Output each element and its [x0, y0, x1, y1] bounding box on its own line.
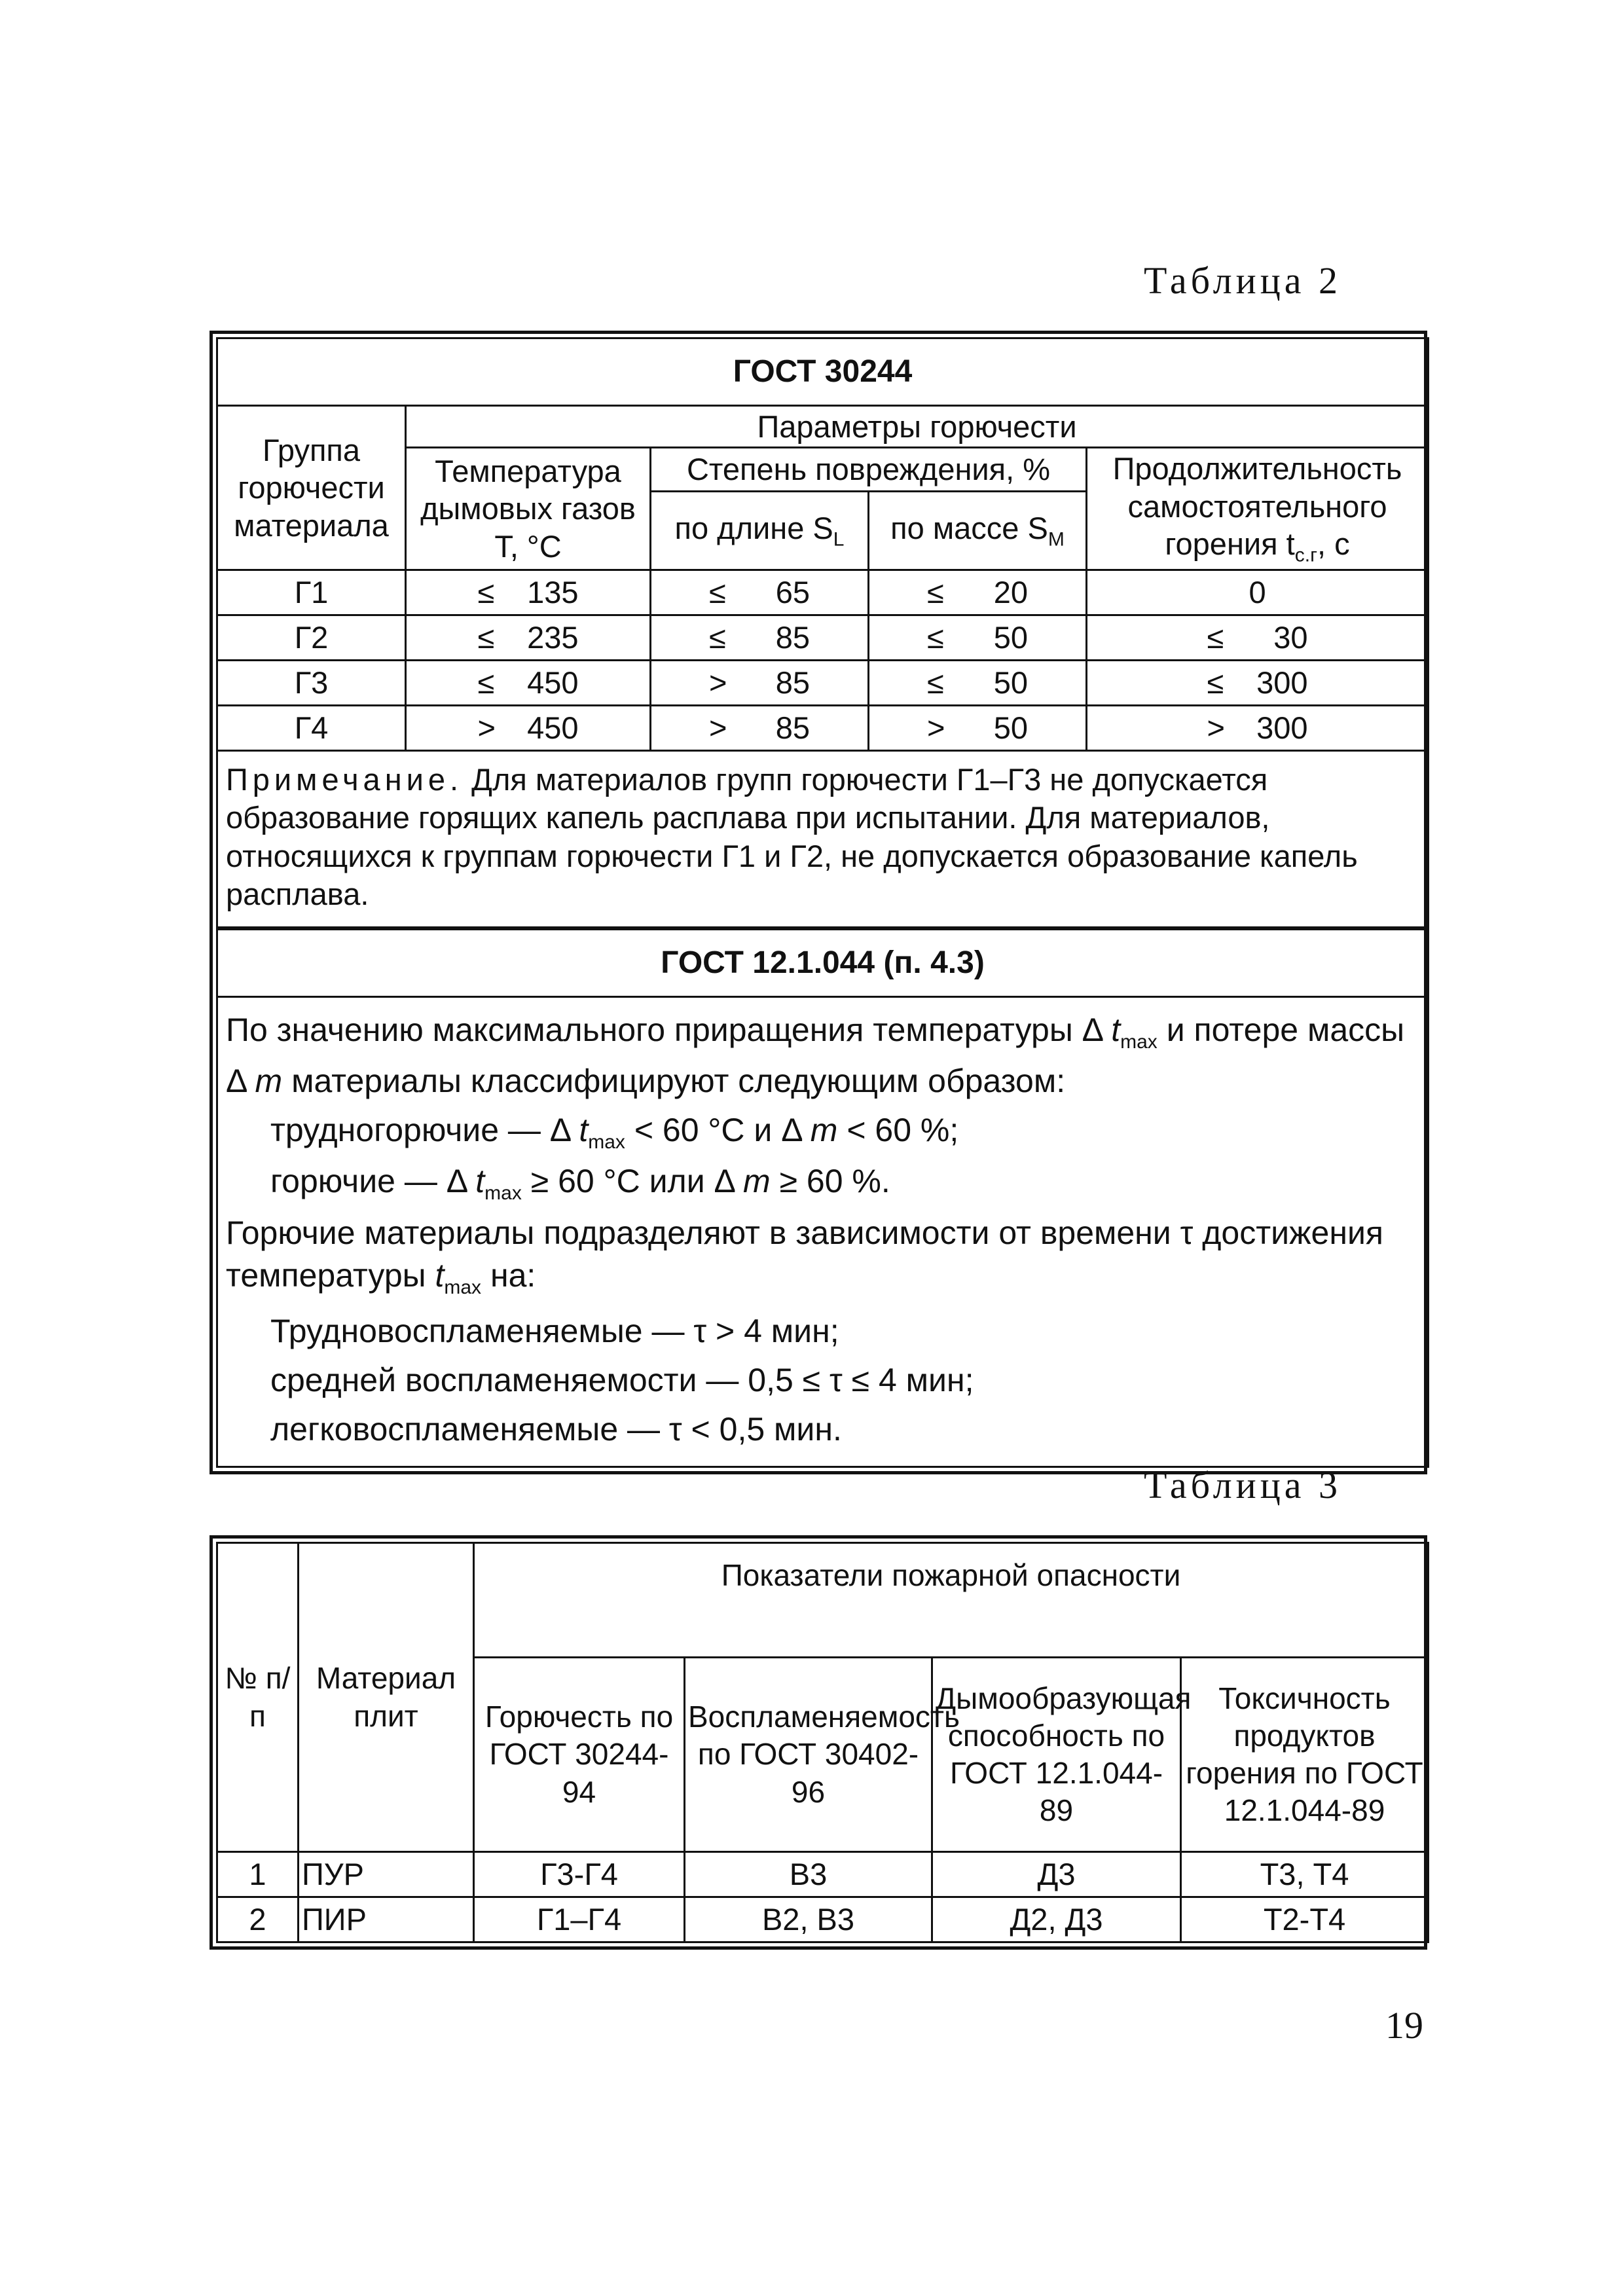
col-group-header: Группа горючести материала [217, 406, 406, 570]
table-row [217, 1897, 1429, 1942]
gost-item-hard-ignitable: Трудновоспламеняемые — τ > 4 мин; [270, 1313, 839, 1350]
smoke-cell: Д3 [932, 1852, 1181, 1897]
material-cell: ПИР [299, 1897, 474, 1942]
duration-cell: > 300 [1087, 705, 1429, 750]
gost-item-hard-combustible: трудногорючие — Δ $t_{max} < 60$ °C и Δ m < 60 %; [270, 1112, 959, 1154]
gost-item-moderate-ignitable: средней воспламеняемости — 0,5 ≤ τ ≤ 4 мин; [270, 1362, 974, 1399]
mass-cell: ≤ 20 [869, 570, 1087, 615]
duration-cell: ≤ 300 [1087, 660, 1429, 705]
group-cell: Г4 [217, 705, 406, 750]
col-tox-header: Токсичность продуктов горения по ГОСТ 12.1.044-89 [1181, 1658, 1429, 1852]
num-cell: 1 [217, 1852, 299, 1897]
ignit-cell: В2, В3 [685, 1897, 932, 1942]
combust-cell: Г1–Г4 [474, 1897, 685, 1942]
col-num-header: № п/п [217, 1543, 299, 1852]
duration-cell: ≤ 30 [1087, 615, 1429, 660]
table2-note: Примечание. Для материалов групп горючести Г1–Г3 не допускается образование горящих капель расплава при испытании. Для материалов, относящихся к группам горючести Г1 и Г2, не допускается образование капель расплава. [217, 750, 1429, 928]
gost-paragraph-1: По значению максимального приращения температуры Δ $t_{max}$ и потере массы Δ m материалы классифицируют следующим образом: [226, 1011, 1405, 1100]
gost-paragraph-2: Горючие материалы подразделяют в зависимости от времени τ достижения температуры $t_{max}$ на: [226, 1214, 1383, 1299]
table3 [210, 1535, 1427, 1950]
col-ignit-header: Воспламеняемость по ГОСТ 30402-96 [685, 1658, 932, 1852]
smoke-cell: Д2, Д3 [932, 1897, 1181, 1942]
gost-30244-header: ГОСТ 30244 [217, 338, 1429, 406]
combust-cell: Г3-Г4 [474, 1852, 685, 1897]
table-row [217, 615, 1429, 660]
temp-cell: > 450 [406, 705, 651, 750]
table-row [217, 570, 1429, 615]
length-cell: > 85 [651, 660, 869, 705]
table-row [217, 705, 1429, 750]
mass-cell: ≤ 50 [869, 660, 1087, 705]
temp-cell: ≤ 450 [406, 660, 651, 705]
temp-cell: ≤ 135 [406, 570, 651, 615]
col-length-header: по длине $S_L$ [651, 491, 869, 570]
indicators-header: Показатели пожарной опасности [474, 1543, 1429, 1658]
duration-cell: 0 [1087, 570, 1429, 615]
table2 [210, 331, 1427, 1474]
page-number: 19 [1385, 2004, 1423, 2047]
group-cell: Г1 [217, 570, 406, 615]
table-row [217, 1852, 1429, 1897]
gost-item-easy-ignitable: легковоспламеняемые — τ < 0,5 мин. [270, 1411, 842, 1448]
params-header: Параметры горючести [406, 406, 1429, 448]
num-cell: 2 [217, 1897, 299, 1942]
col-mass-header: по массе $S_M$ [869, 491, 1087, 570]
col-combust-header: Горючесть по ГОСТ 30244-94 [474, 1658, 685, 1852]
gost-12-1-044-header: ГОСТ 12.1.044 (п. 4.3) [217, 928, 1429, 997]
length-cell: > 85 [651, 705, 869, 750]
ignit-cell: В3 [685, 1852, 932, 1897]
table-row [217, 660, 1429, 705]
length-cell: ≤ 85 [651, 615, 869, 660]
group-cell: Г2 [217, 615, 406, 660]
col-duration-header: Продолжительность самостоятельного горения $t_{с.г}$, с [1087, 448, 1429, 570]
col-material-header: Материал плит [299, 1543, 474, 1852]
table3-caption: Таблица 3 [1143, 1464, 1341, 1506]
gost-12-1-044-text [217, 997, 1429, 1467]
mass-cell: > 50 [869, 705, 1087, 750]
group-cell: Г3 [217, 660, 406, 705]
table2-caption: Таблица 2 [1143, 259, 1341, 302]
tox-cell: Т2-Т4 [1181, 1897, 1429, 1942]
temp-cell: ≤ 235 [406, 615, 651, 660]
col-temp-header: Температура дымовых газов T, °C [406, 448, 651, 570]
length-cell: ≤ 65 [651, 570, 869, 615]
gost-item-combustible: горючие — Δ $t_{max} \ge 60$ °C или Δ m ≥ 60 %. [270, 1163, 890, 1205]
mass-cell: ≤ 50 [869, 615, 1087, 660]
col-damage-header: Степень повреждения, % [651, 448, 1087, 491]
material-cell: ПУР [299, 1852, 474, 1897]
tox-cell: Т3, Т4 [1181, 1852, 1429, 1897]
col-smoke-header: Дымообразующая способность по ГОСТ 12.1.044-89 [932, 1658, 1181, 1852]
